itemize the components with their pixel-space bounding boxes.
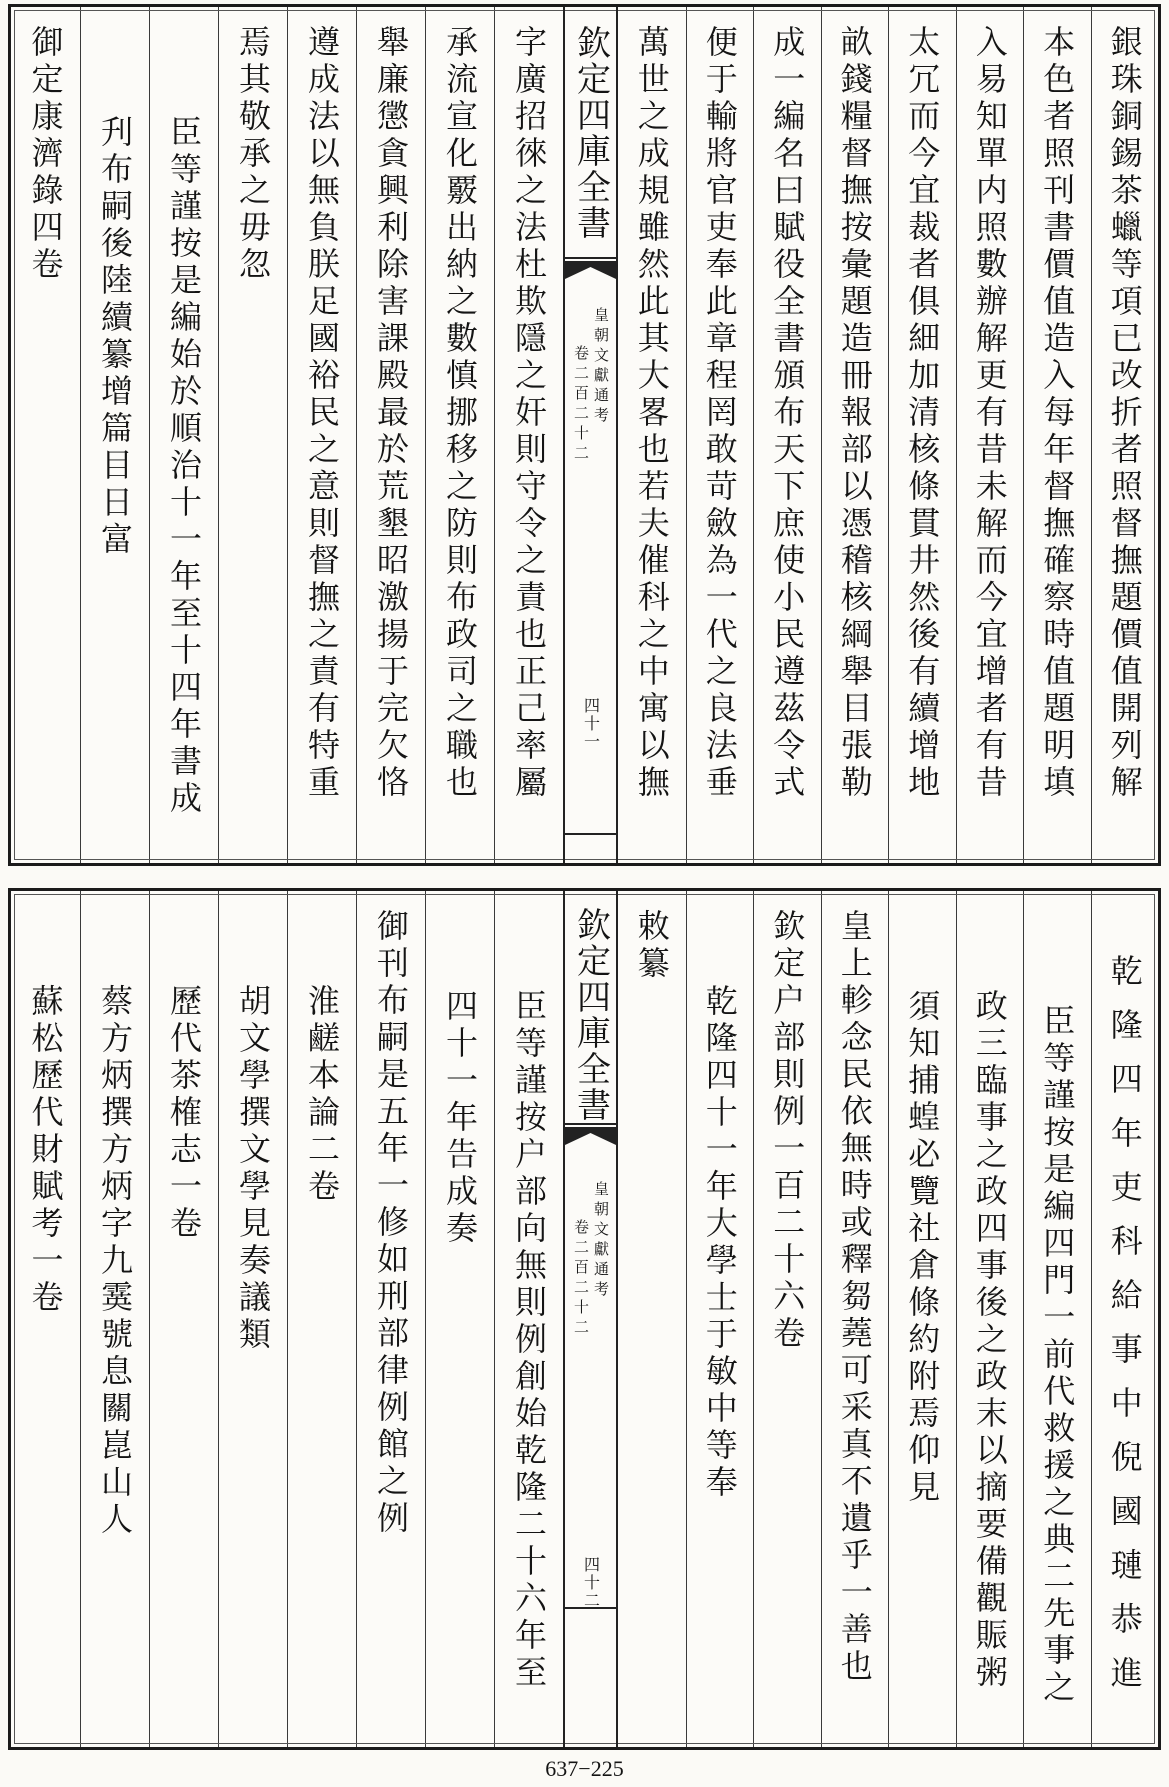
series-title: 欽定四庫全書 [570, 907, 611, 1123]
text-column [11, 7, 80, 863]
column-text: 刋布嗣後陸續纂增篇目日富 [96, 115, 134, 559]
column-text: 舉廉懲貪興利除害課殿最於荒墾昭激揚于完欠恪 [372, 25, 410, 802]
text-column [218, 891, 287, 1747]
lower-rule [565, 833, 616, 835]
text-column [618, 7, 686, 863]
column-text: 蔡方炳撰方炳字九霙號息關崑山人 [96, 984, 134, 1539]
text-column [821, 891, 889, 1747]
column-text: 御刊布嗣是五年一修如刑部律例館之例 [372, 909, 410, 1538]
text-column [287, 7, 356, 863]
text-column [956, 7, 1024, 863]
column-text: 蘇松歷代財賦考一卷 [26, 984, 65, 1317]
text-column [1091, 7, 1159, 863]
text-column [618, 891, 686, 1747]
column-text: 本色者照刊書價值造入每年督撫確察時值題明填 [1038, 25, 1077, 802]
leaf-number: 四十一 [581, 697, 601, 751]
left-half-page [11, 7, 563, 863]
book-title: 皇朝文獻通考 [592, 1181, 610, 1301]
text-column [1091, 891, 1159, 1747]
column-text: 胡文學撰文學見奏議類 [234, 984, 272, 1354]
book-title: 皇朝文獻通考 [592, 307, 610, 427]
text-column [753, 7, 821, 863]
column-text: 欽定户部則例一百二十六卷 [768, 909, 807, 1353]
text-column [494, 7, 563, 863]
text-column [149, 891, 218, 1747]
column-text: 淮鹺本論二卷 [303, 984, 341, 1206]
column-text: 臣等謹按户部向無則例創始乾隆二十六年至 [510, 989, 548, 1692]
column-text: 畝錢糧督撫按彙題造冊報部以憑稽核綱舉目張勒 [835, 25, 874, 802]
text-column [686, 891, 754, 1747]
text-column [149, 7, 218, 863]
column-text: 乾隆四十一年大學士于敏中等奉 [700, 984, 739, 1502]
column-text: 太冗而今宜裁者俱細加清核條貫井然後有續增地 [903, 25, 942, 802]
text-column [1023, 7, 1091, 863]
fish-tail-ornament [565, 1123, 616, 1149]
column-text: 萬世之成規雖然此其大畧也若夫催科之中寓以撫 [632, 25, 671, 802]
column-text: 臣等謹按是編始於順治十一年至十四年書成 [165, 115, 203, 818]
text-column [80, 891, 149, 1747]
text-column [218, 7, 287, 863]
text-column [356, 7, 425, 863]
text-column [956, 891, 1024, 1747]
text-column [425, 7, 494, 863]
juan-number: 卷二百二十二 [572, 345, 590, 465]
column-text: 須知捕蝗必覽社倉條約附焉仰見 [903, 989, 942, 1507]
series-title: 欽定四庫全書 [570, 25, 611, 241]
right-half-page [618, 7, 1158, 863]
text-column [753, 891, 821, 1747]
fish-tail-ornament [565, 257, 616, 283]
column-text: 歷代茶榷志一卷 [165, 984, 203, 1243]
right-half-page [618, 891, 1158, 1747]
column-text: 乾隆四年吏科給事中倪國璉恭進 [1105, 954, 1144, 1710]
text-column [11, 891, 80, 1747]
column-text: 皇上軫念民依無時或釋芻蕘可采真不遺乎一善也 [835, 909, 874, 1686]
lower-rule [565, 1607, 616, 1609]
column-text: 臣等謹按是編四門一前代救援之典二先事之 [1038, 1004, 1077, 1707]
text-column [888, 7, 956, 863]
column-text: 焉其敬承之毋忽 [234, 25, 272, 284]
bottom-leaf [8, 888, 1161, 1750]
text-column [1023, 891, 1091, 1747]
juan-number: 卷二百二十二 [572, 1219, 590, 1339]
text-column [686, 7, 754, 863]
page-center-column [563, 891, 618, 1747]
left-half-page [11, 891, 563, 1747]
column-text: 四十一年告成奏 [441, 989, 479, 1248]
page-center-column [563, 7, 618, 863]
column-text: 敕纂 [632, 909, 671, 983]
scan-page-number: 637−225 [545, 1756, 624, 1781]
column-text: 便于輸將官吏奉此章程罔敢苛斂為一代之良法垂 [700, 25, 739, 802]
text-column [821, 7, 889, 863]
leaf-number: 四十二 [581, 1556, 601, 1610]
column-text: 成一編名曰賦役全書頒布天下庶使小民遵茲令式 [768, 25, 807, 802]
column-text: 銀珠銅錫茶蠟等項已改折者照督撫題價值開列解 [1105, 25, 1144, 802]
text-column [356, 891, 425, 1747]
text-column [287, 891, 356, 1747]
column-text: 承流宣化覈出納之數慎挪移之防則布政司之職也 [441, 25, 479, 802]
column-text: 政三臨事之政四事後之政末以摘要備觀賑粥 [970, 989, 1009, 1692]
top-leaf [8, 4, 1161, 866]
text-column [888, 891, 956, 1747]
text-column [80, 7, 149, 863]
column-text: 字廣招徠之法杜欺隱之奸則守令之責也正己率屬 [510, 25, 548, 802]
text-column [425, 891, 494, 1747]
column-text: 入易知單内照數辦解更有昔未解而今宜增者有昔 [970, 25, 1009, 802]
column-text: 遵成法以無負朕足國裕民之意則督撫之責有特重 [303, 25, 341, 802]
column-text: 御定康濟錄四卷 [26, 25, 65, 284]
text-column [494, 891, 563, 1747]
